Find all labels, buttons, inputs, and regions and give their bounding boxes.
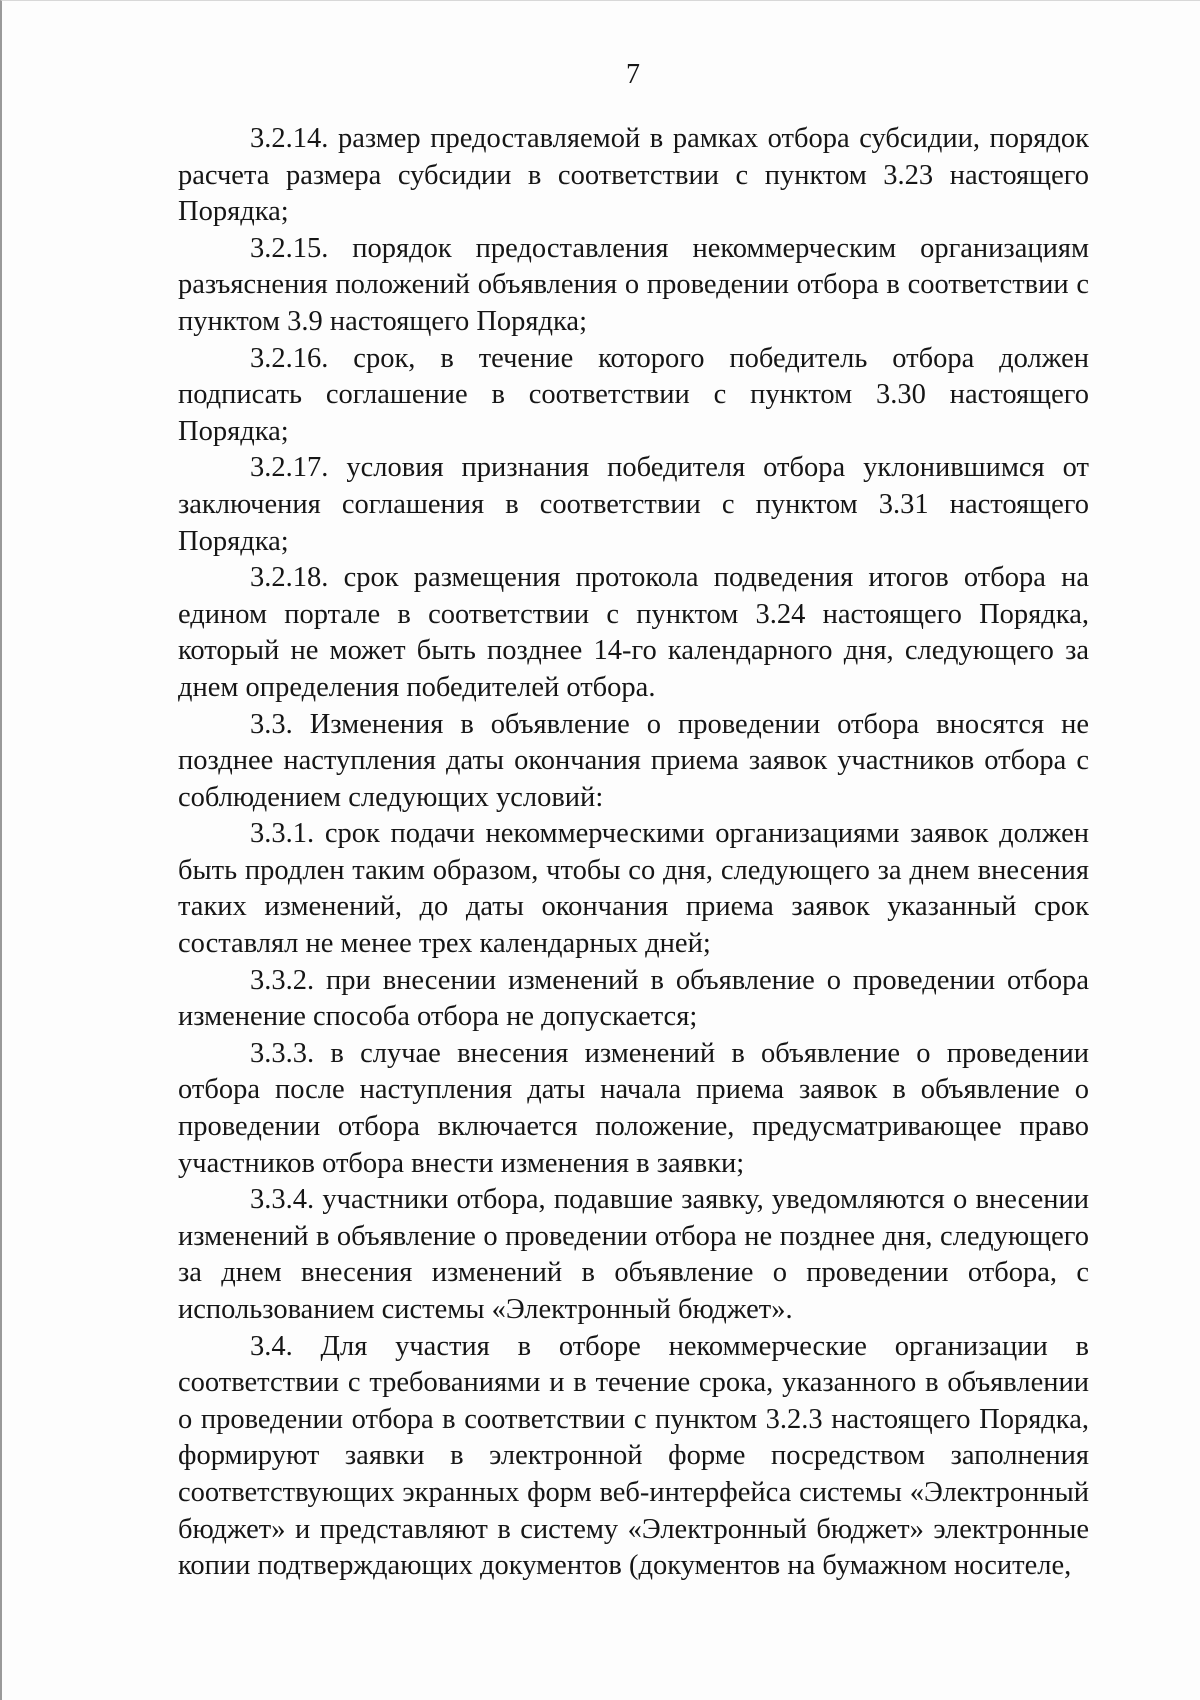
paragraph-3-3: 3.3. Изменения в объявление о проведении отбора вносятся не позднее наступления даты окончания приема заявок участников отбора с соблюдением следующих условий: — [178, 708, 1089, 813]
paragraph-3-2-17: 3.2.17. условия признания победителя отбора уклонившимся от заключения соглашения в соответствии с пунктом 3.31 настоящего Порядка; — [178, 452, 1089, 557]
paragraph-3-2-14: 3.2.14. размер предоставляемой в рамках отбора субсидии, порядок расчета размера субсидии в соответствии с пунктом 3.23 настоящего Порядка; — [178, 123, 1089, 228]
paragraph-3-3-2: 3.3.2. при внесении изменений в объявление о проведении отбора изменение способа отбора не допускается; — [178, 964, 1089, 1033]
paragraph-3-3-3: 3.3.3. в случае внесения изменений в объявление о проведении отбора после наступления даты начала приема заявок в объявление о проведении отбора включается положение, предусматривающее право участников отбора внести изменения в заявки; — [178, 1037, 1089, 1179]
paragraph-3-2-16: 3.2.16. срок, в течение которого победитель отбора должен подписать соглашение в соответствии с пунктом 3.30 настоящего Порядка; — [178, 342, 1089, 447]
paragraph-3-3-1: 3.3.1. срок подачи некоммерческими организациями заявок должен быть продлен таким образом, чтобы со дня, следующего за днем внесения таких изменений, до даты окончания приема заявок указанный срок составлял не менее трех календарных дней; — [178, 818, 1089, 960]
paragraph-3-3-4: 3.3.4. участники отбора, подавшие заявку, уведомляются о внесении изменений в объявление о проведении отбора не позднее дня, следующего за днем внесения изменений в объявление о проведении отбора, с использованием системы «Электронный бюджет». — [178, 1184, 1089, 1325]
paragraph-3-2-18: 3.2.18. срок размещения протокола подведения итогов отбора на едином портале в соответствии с пунктом 3.24 настоящего Порядка, который не может быть позднее 14-го календарного дня, следующего за днем определения победителей отбора. — [178, 562, 1089, 703]
paragraph-3-2-15: 3.2.15. порядок предоставления некоммерческим организациям разъяснения положений объявления о проведении отбора в соответствии с пунктом 3.9 настоящего Порядка; — [178, 232, 1089, 337]
document-body — [178, 121, 1089, 1585]
paragraph-3-4: 3.4. Для участия в отборе некоммерческие организации в соответствии с требованиями и в течение срока, указанного в объявлении о проведении отбора в соответствии с пунктом 3.2.3 настоящего Порядка, формируют заявки в электронной форме посредством заполнения соответствующих экранных форм веб-интерфейса системы «Электронный бюджет» и представляют в систему «Электронный бюджет» электронные копии подтверждающих документов (документов на бумажном носителе, — [178, 1330, 1089, 1582]
page-number: 7 — [626, 59, 640, 90]
